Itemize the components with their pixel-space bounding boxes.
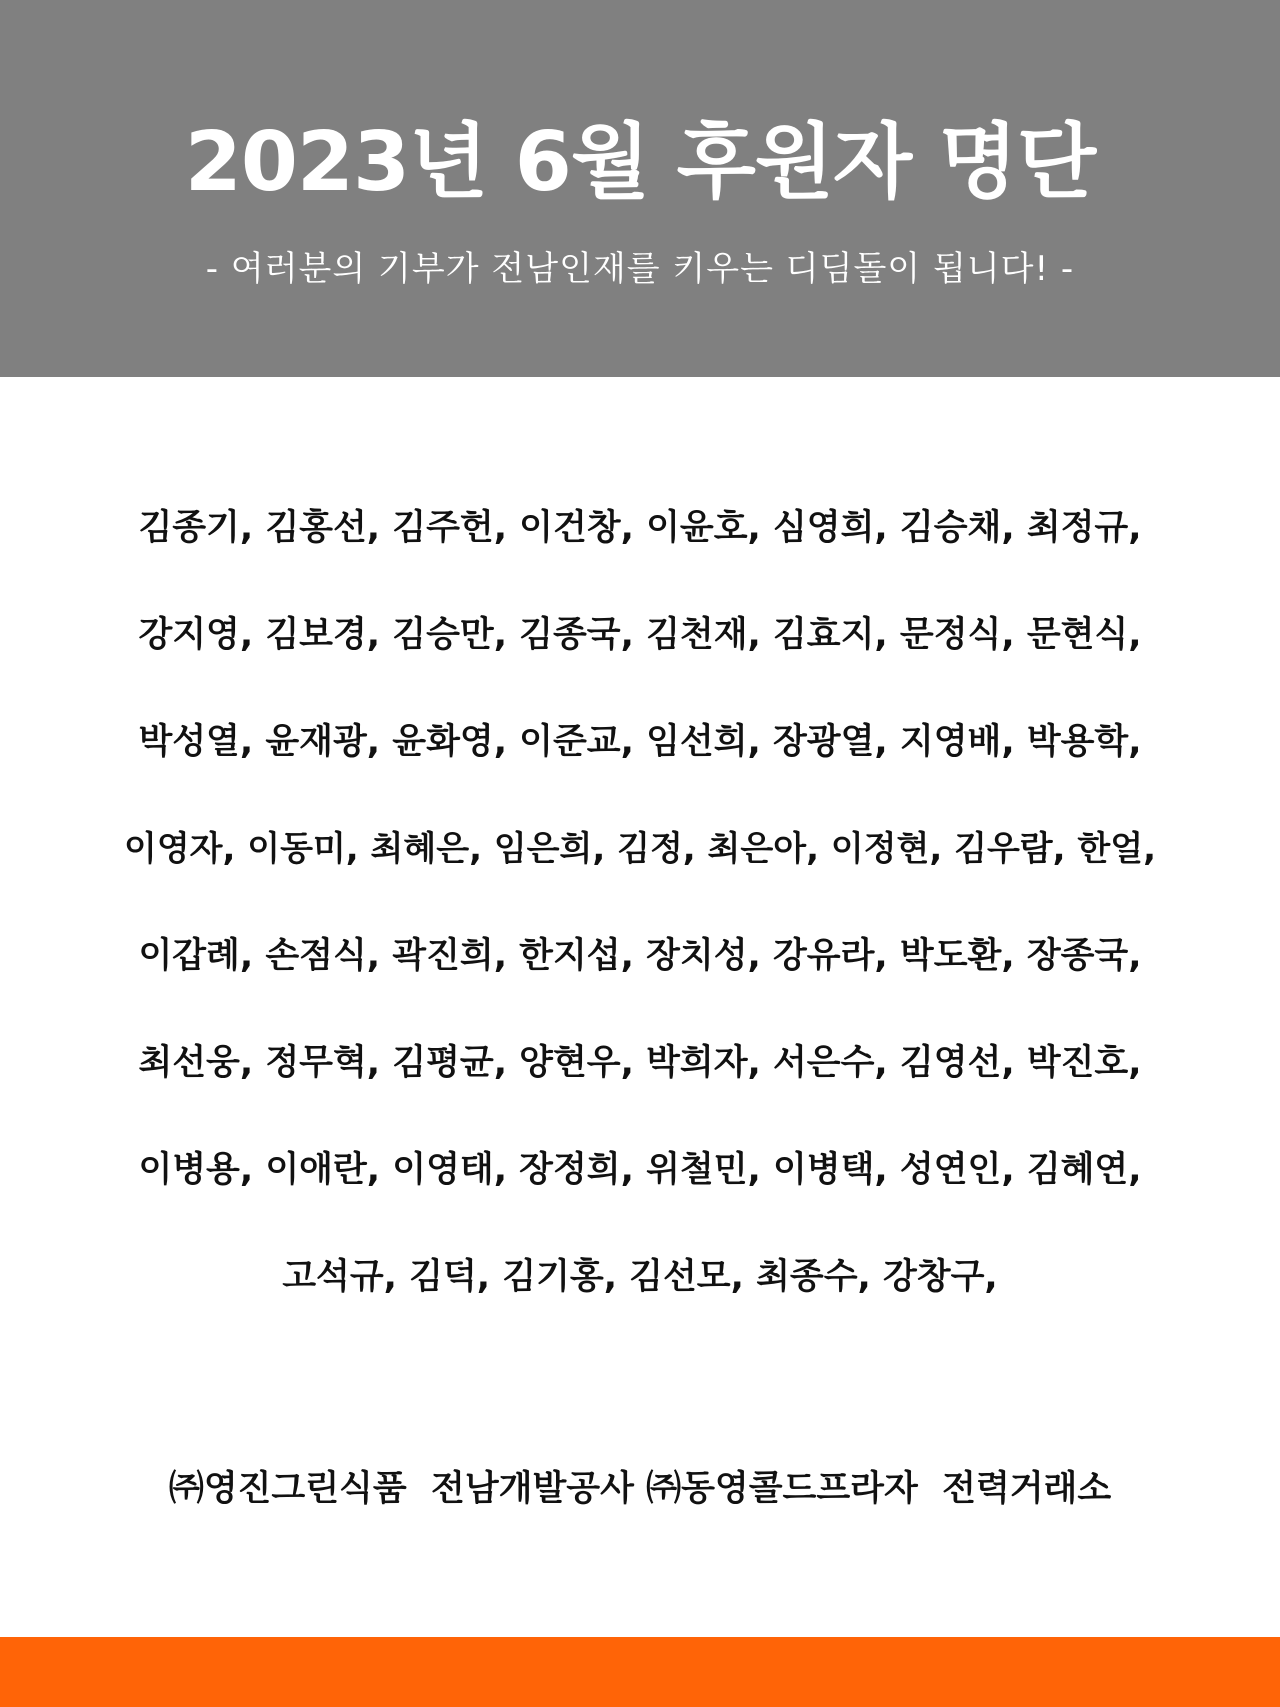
donor-line: 고석규, 김덕, 김기홍, 김선모, 최종수, 강창구, bbox=[282, 1257, 998, 1297]
header-banner bbox=[0, 0, 1280, 377]
footer-bar bbox=[0, 1637, 1280, 1707]
page-title: 2023년 6월 후원자 명단 bbox=[184, 115, 1096, 210]
donor-line: 김종기, 김홍선, 김주헌, 이건창, 이윤호, 심영희, 김승채, 최정규, bbox=[138, 508, 1142, 548]
donor-line: 최선웅, 정무혁, 김평균, 양현우, 박희자, 서은수, 김영선, 박진호, bbox=[138, 1043, 1142, 1083]
sponsor-list: ㈜영진그린식품 전남개발공사 ㈜동영콜드프라자 전력거래소 bbox=[168, 1469, 1112, 1509]
donor-list bbox=[0, 490, 1280, 1346]
donor-line: 이영자, 이동미, 최혜은, 임은희, 김정, 최은아, 이정현, 김우람, 한얼, bbox=[123, 829, 1157, 869]
donor-line: 강지영, 김보경, 김승만, 김종국, 김천재, 김효지, 문정식, 문현식, bbox=[138, 615, 1142, 655]
donor-line: 박성열, 윤재광, 윤화영, 이준교, 임선희, 장광열, 지영배, 박용학, bbox=[138, 722, 1142, 762]
donor-line: 이병용, 이애란, 이영태, 장정희, 위철민, 이병택, 성연인, 김혜연, bbox=[138, 1150, 1142, 1190]
donor-line: 이갑례, 손점식, 곽진희, 한지섭, 장치성, 강유라, 박도환, 장종국, bbox=[138, 936, 1142, 976]
page-subtitle: - 여러분의 기부가 전남인재를 키우는 디딤돌이 됩니다! - bbox=[205, 249, 1075, 289]
